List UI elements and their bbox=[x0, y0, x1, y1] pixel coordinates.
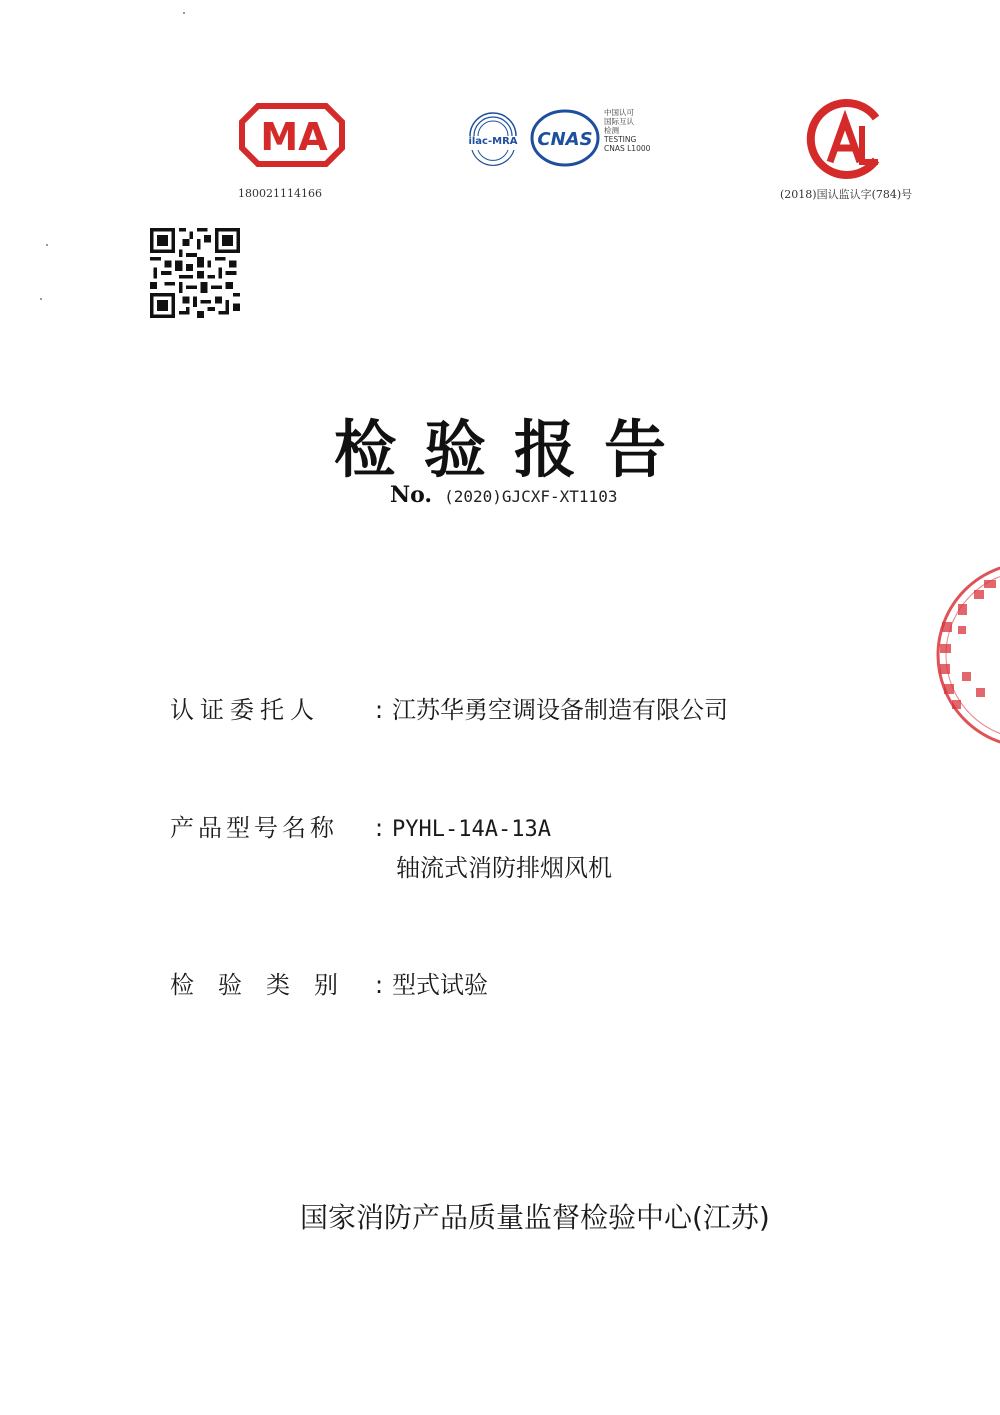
field-product bbox=[170, 808, 551, 843]
cal-number: (2018)国认监认字(784)号 bbox=[780, 188, 913, 201]
scan-speck bbox=[46, 244, 48, 246]
cnas-caption-line: 国际互认 bbox=[604, 117, 634, 126]
scan-speck bbox=[40, 298, 42, 300]
report-number-value: (2020)GJCXF-XT1103 bbox=[444, 487, 618, 506]
cnas-caption bbox=[604, 108, 684, 153]
cnas-logo bbox=[530, 108, 600, 168]
qr-code-icon bbox=[150, 228, 240, 318]
cnas-caption-line: CNAS L1000 bbox=[604, 144, 651, 153]
client-label: 认证委托人 bbox=[170, 696, 320, 724]
cnas-caption-line: 中国认可 bbox=[604, 108, 634, 117]
test-type-colon: : bbox=[374, 971, 384, 999]
product-label: 产品型号名称 bbox=[170, 814, 338, 842]
cma-logo bbox=[236, 100, 348, 170]
cnas-caption-line: TESTING bbox=[604, 135, 637, 144]
cnas-caption-line: 检测 bbox=[604, 126, 619, 135]
cma-logo-text: MA bbox=[260, 115, 328, 159]
product-colon: : bbox=[374, 814, 384, 842]
issuing-organization: 国家消防产品质量监督检验中心(江苏) bbox=[300, 1201, 770, 1234]
cal-logo bbox=[802, 96, 888, 182]
report-number bbox=[390, 482, 710, 512]
test-type-label: 检验类别 bbox=[170, 971, 362, 999]
client-colon: : bbox=[374, 696, 384, 724]
ilac-mra-logo bbox=[462, 108, 524, 168]
report-number-label: No. bbox=[390, 482, 433, 508]
field-client bbox=[170, 690, 728, 725]
product-model: PYHL-14A-13A bbox=[392, 817, 551, 842]
test-type-value: 型式试验 bbox=[392, 971, 488, 999]
scan-speck bbox=[183, 12, 185, 14]
cnas-logo-text: CNAS bbox=[537, 129, 593, 150]
client-value: 江苏华勇空调设备制造有限公司 bbox=[392, 696, 728, 724]
official-seal bbox=[918, 560, 1000, 750]
report-title: 检验报告 bbox=[333, 413, 694, 486]
ilac-logo-text: ilac-MRA bbox=[468, 136, 518, 147]
cma-number: 180021114166 bbox=[238, 187, 322, 200]
product-name: 轴流式消防排烟风机 bbox=[396, 854, 612, 882]
field-test-type bbox=[170, 965, 488, 1000]
